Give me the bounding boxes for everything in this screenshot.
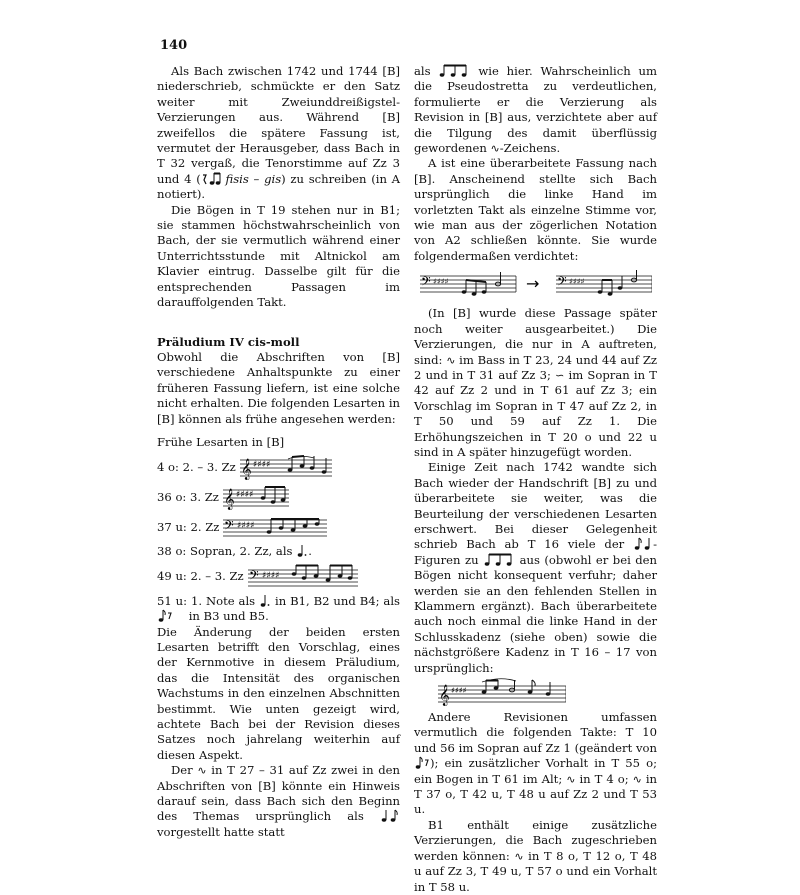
svg-text:𝄢: 𝄢	[420, 274, 431, 293]
svg-text:♯♯♯♯: ♯♯♯♯	[252, 460, 271, 471]
paragraph	[414, 64, 657, 156]
mordent-icon: ∿	[632, 772, 642, 786]
dotted-quarter-note-figure	[259, 594, 271, 608]
example-label: 4 o: 2. – 3. Zz	[157, 459, 236, 474]
paragraph: Die Änderung der beiden ersten Lesarten betrifft den Vorschlag, eines der Kernmotive in diesem Präludium, das die Intensität des organischen Wachstums in den einzelnen Abschnitten bestimmt. Wie unten gezeigt wird, achtete Bach bei der Revision dieses Satzes noch jahrelang weiterhin auf diesen Aspekt.	[157, 624, 400, 762]
paragraph-text: in T 37 o, T 42 u, T 48 u auf Zz 2 und T 53 u.	[414, 771, 658, 817]
paragraph-text: Der	[171, 763, 193, 778]
paragraph-text: -Figuren zu	[414, 537, 658, 567]
svg-text:♯♯♯♯: ♯♯♯♯	[451, 686, 467, 696]
svg-text:𝄞: 𝄞	[223, 489, 235, 511]
paragraph-text: Andere Revisionen umfassen vermutlich die folgenden Takte: T 10 und 56 im Sopran auf Zz 1 (geändert von	[414, 710, 657, 755]
paragraph-text: in B1, B2 und B4; als	[274, 593, 400, 608]
paragraph-text: (In [B] wurde diese Passage später noch weiter ausgearbeitet.) Die Verzierungen, die nur in A auftreten, sind:	[414, 306, 657, 367]
mordent-icon: ∿	[514, 849, 524, 863]
paragraph	[157, 594, 400, 625]
paragraph: Als Bach zwischen 1742 und 1744 [B] niederschrieb, schmückte er den Satz weiter mit Zweiunddreißigstel-Verzierungen aus. Während [B] zweifellos die spätere Fassung ist, vermutet der Herausgeber, dass Bach in T 32 vergaß, die Tenorstimme auf Zz 3 und 4 ( fisis – gis) zu schreiben (in A notiert).	[157, 64, 401, 202]
eighth-note-rest-figure	[414, 756, 430, 770]
paragraph-text: 51 u: 1. Note als	[157, 593, 256, 608]
pitch-text: fisis – gis	[225, 171, 282, 186]
paragraph-text: Einige Zeit nach 1742 wandte sich Bach wieder der Handschrift [B] zu und überarbeitete sie weiter, was die Beurteilung der verschiedenen Lesarten erschwert. Bei dieser Gelegenheit schrieb Bach ab T 16 viele der	[414, 460, 657, 552]
mordent-icon: ∿	[490, 142, 500, 156]
music-staff	[248, 564, 358, 590]
quarter-eighth-notes-figure	[380, 809, 400, 823]
cadence-example	[438, 678, 657, 706]
music-staff	[240, 454, 332, 480]
paragraph	[414, 818, 657, 895]
paragraph: A ist eine überarbeitete Fassung nach [B]. Anscheinend stellte sich Bach ursprünglich die linke Hand im vorletzten Takt als einzelne Stimme vor, wie man aus der zögerlichen Notation von A2 schließen könnte. Sie wurde folgendermaßen verdichtet:	[414, 156, 657, 263]
svg-text:𝄢: 𝄢	[556, 274, 567, 293]
svg-text:𝄢: 𝄢	[224, 518, 235, 537]
rest-eighth-notes-figure	[201, 172, 221, 186]
music-example-5	[157, 564, 400, 590]
right-column	[414, 64, 657, 895]
paragraph-text: -Zeichens.	[499, 141, 561, 156]
mordent-icon: ∿	[197, 764, 207, 778]
early-readings-heading: Frühe Lesarten in [B]	[157, 434, 285, 449]
beamed-eighth-notes-figure	[438, 64, 470, 78]
svg-text:♯♯♯♯: ♯♯♯♯	[432, 277, 448, 287]
paragraph-text: in T 8 o, T 12 o, T 48 u auf Zz 3, T 49 u, T 57 o und ein Vorhalt in T 58 u.	[414, 848, 658, 894]
paragraph-text: im Bass in T 23, 24 und 44 auf Zz 2 und in T 31 auf Zz 3;	[414, 352, 657, 382]
paragraph	[414, 710, 657, 818]
paragraph-text: in B3 und B5.	[188, 609, 269, 624]
paragraph: Die Bögen in T 19 stehen nur in B1; sie stammen höchstwahrscheinlich von Bach, der sie vermutlich während einer Unterrichtsstunde mit Altnickol am Klavier eintrug. Dasselbe gilt für die entsprechenden Passagen im darauffolgenden Takt.	[157, 202, 400, 310]
eighth-quarter-notes-figure	[633, 537, 653, 551]
svg-text:𝄞: 𝄞	[439, 685, 450, 707]
music-example-2	[157, 484, 400, 510]
condensation-example	[414, 270, 657, 298]
example-label: 49 u: 2. – 3. Zz	[157, 569, 244, 584]
paragraph-text: Als Bach zwischen 1742 und 1744 [B] niederschrieb, schmückte er den Satz weiter mit Zweiunddreißigstel-Verzierungen aus. Während [B] zweifellos die spätere Fassung ist, vermutet der Herausgeber, dass Bach in T 32 vergaß, die Tenorstimme auf Zz 3 und 4	[157, 64, 400, 186]
paragraph	[157, 763, 400, 840]
mordent-icon: ∿	[446, 353, 456, 367]
svg-text:♯♯♯♯: ♯♯♯♯	[237, 521, 255, 532]
paragraph-text: im Sopran in T 42 auf Zz 2 und in T 61 auf Zz 3; ein Vorschlag im Sopran in T 47 auf Zz 2, in T 50 und 59 auf Zz 1. Die Erhöhungszeichen in T 20 o und 22 u sind in A später hinzugefügt worden.	[414, 367, 658, 459]
section-heading: Präludium IV cis-moll	[157, 334, 300, 349]
dotted-quarter-note-figure	[296, 544, 308, 558]
paragraph-text: ); ein zusätzlicher Vorhalt in T 55 o; ein Bogen in T 61 im Alt;	[414, 756, 657, 786]
example-label: 38 o: Sopran, 2. Zz, als	[157, 544, 293, 559]
svg-text:♯♯♯♯: ♯♯♯♯	[261, 570, 280, 581]
svg-text:♯♯♯♯: ♯♯♯♯	[235, 490, 254, 501]
paragraph-text: ) zu schreiben (in A notiert).	[157, 171, 401, 202]
music-staff	[438, 678, 566, 706]
beamed-eighth-notes-figure	[483, 553, 515, 567]
left-column	[157, 64, 400, 840]
example-label: 37 u: 2. Zz	[157, 519, 220, 534]
paragraph-text: aus (obwohl er bei den Bögen nicht konsequent verfuhr; daher werden sie an den fehlenden Stellen in Klammern ergänzt). Bach überarbeitete auch noch einmal die linke Hand in der Schlusskadenz (siehe oben) sowie die nächstgrößere Kadenz in T 16 – 17 von ursprünglich:	[414, 552, 658, 675]
page-number: 140	[160, 38, 188, 53]
paragraph-text: vorgestellt hatte statt	[157, 824, 285, 839]
paragraph-text: wie hier. Wahrscheinlich um die Pseudostretta zu verdeutlichen, formulierte er die Verzierung als Revision in [B] aus, verzichtete aber auf die Tilgung des damit überflüssig gewordenen	[414, 64, 658, 156]
paragraph-text: B1 enthält einige zusätzliche Verzierungen, die Bach zugeschrieben werden können:	[414, 817, 657, 863]
trill-icon: ∽	[555, 368, 565, 382]
music-staff	[223, 484, 289, 510]
music-staff	[420, 270, 652, 298]
paragraph-text: in T 4 o;	[579, 771, 629, 786]
svg-text:𝄢: 𝄢	[248, 567, 259, 586]
paragraph-text: in T 27 – 31 auf Zz zwei in den Abschriften von [B] könnte ein Hinweis darauf sein, dass Bach sich den Beginn des Themas ursprünglich als	[157, 763, 400, 824]
paragraph	[414, 460, 657, 676]
svg-text:♯♯♯♯: ♯♯♯♯	[568, 277, 584, 287]
example-label: 36 o: 3. Zz	[157, 489, 219, 504]
paragraph	[414, 306, 657, 460]
music-staff	[223, 514, 327, 540]
example-4-text: 38 o: Sopran, 2. Zz, als .	[157, 544, 312, 559]
arrow-icon: →	[525, 274, 539, 294]
eighth-note-rest-figure	[157, 609, 173, 623]
music-example-1	[157, 454, 400, 480]
mordent-icon: ∿	[566, 772, 576, 786]
music-example-3	[157, 514, 400, 540]
paragraph-text: als	[414, 64, 431, 78]
svg-text:𝄞: 𝄞	[240, 459, 252, 481]
paragraph: Obwohl die Abschriften von [B] verschiedene Anhaltspunkte zu einer früheren Fassung liefern, ist eine solche nicht erhalten. Die folgenden Lesarten in [B] können als frühe angesehen werden:	[157, 349, 400, 426]
